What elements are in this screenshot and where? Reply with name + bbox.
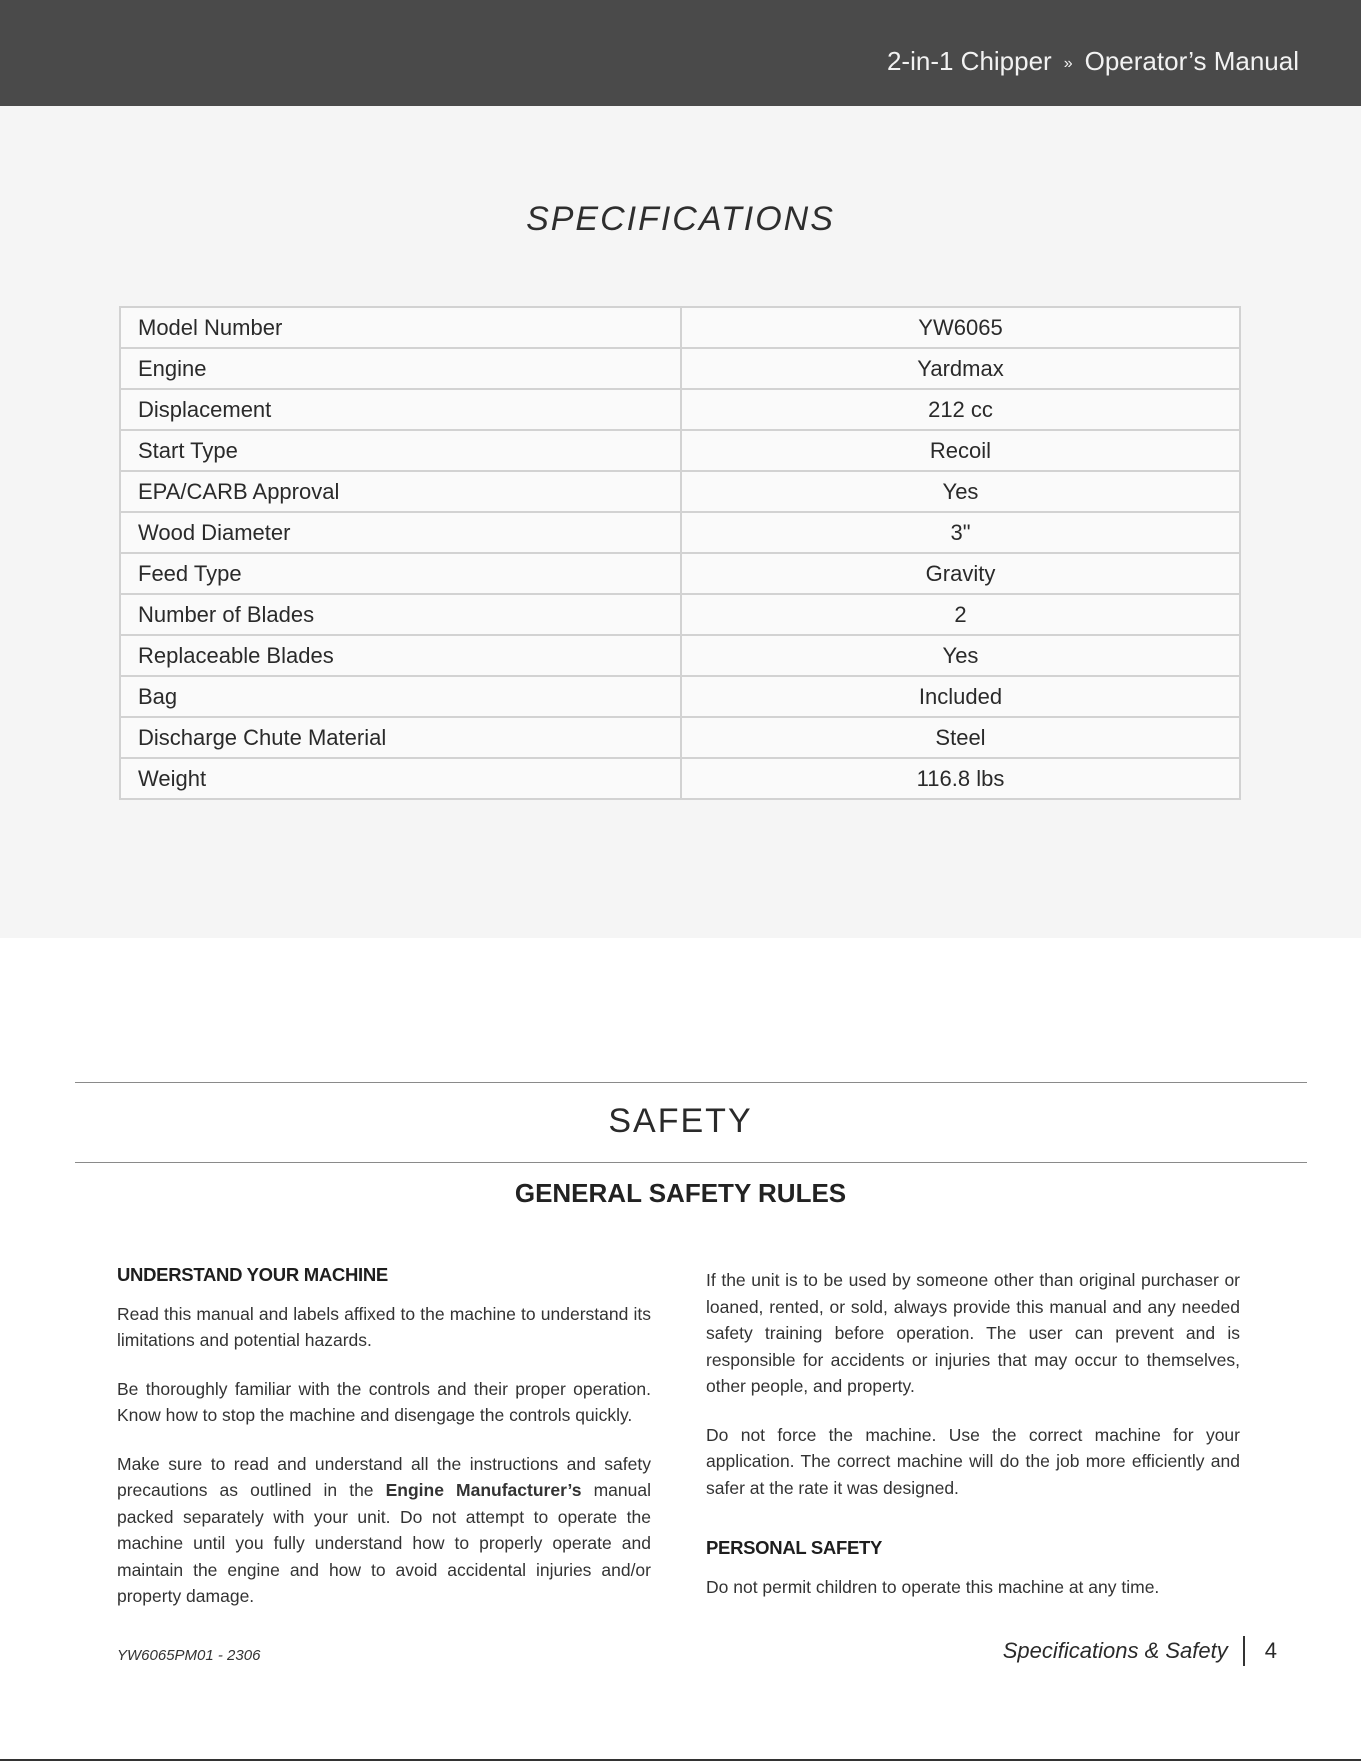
paragraph: Be thoroughly familiar with the controls and their proper operation. Know how to stop the machine and disengage the controls quickly. bbox=[117, 1378, 651, 1425]
paragraph: Do not permit children to operate this machine at any time. bbox=[706, 1576, 1160, 1597]
specifications-title: SPECIFICATIONS bbox=[526, 200, 835, 238]
spec-label: Displacement bbox=[120, 389, 681, 430]
page-number: 4 bbox=[1264, 1638, 1277, 1663]
table-row bbox=[120, 389, 1240, 430]
table-row bbox=[120, 348, 1240, 389]
general-safety-rules-title: GENERAL SAFETY RULES bbox=[514, 1178, 847, 1208]
spec-label: Model Number bbox=[120, 307, 681, 348]
table-row bbox=[120, 635, 1240, 676]
document-name: Operator’s Manual bbox=[1084, 46, 1299, 76]
spec-value: Steel bbox=[681, 717, 1240, 758]
spec-value: Yardmax bbox=[681, 348, 1240, 389]
spec-value: 116.8 lbs bbox=[681, 758, 1240, 799]
spec-label: EPA/CARB Approval bbox=[120, 471, 681, 512]
spec-value: Recoil bbox=[681, 430, 1240, 471]
spec-value: Yes bbox=[681, 471, 1240, 512]
breadcrumb bbox=[887, 46, 1299, 77]
spec-label: Engine bbox=[120, 348, 681, 389]
spec-value: Gravity bbox=[681, 553, 1240, 594]
paragraph: If the unit is to be used by someone other than original purchaser or loaned, rented, or sold, always provide this manual and any needed safety training before operation. The user can prevent and is responsible for accidents or injuries that may occur to themselves, other people, and property. bbox=[706, 1270, 1240, 1396]
safety-right-column bbox=[706, 1267, 1240, 1622]
section-name: Specifications & Safety bbox=[1002, 1638, 1228, 1663]
paragraph: Make sure to read and understand all the instructions and safety precautions as outlined in the Engine Manufacturer’s manual packed separately with your unit. Do not attempt to operate the machine until you fully understand how to properly operate and maintain the engine and how to avoid accidental injuries and/or property damage. bbox=[117, 1453, 651, 1606]
spec-label: Feed Type bbox=[120, 553, 681, 594]
spec-label: Start Type bbox=[120, 430, 681, 471]
header-bar bbox=[0, 0, 1361, 106]
table-row bbox=[120, 717, 1240, 758]
paragraph: Do not force the machine. Use the correct machine for your application. The correct machine will do the job more efficiently and safer at the rate it was designed. bbox=[706, 1424, 1240, 1498]
spec-value: YW6065 bbox=[681, 307, 1240, 348]
table-row bbox=[120, 758, 1240, 799]
specifications-table bbox=[119, 306, 1241, 800]
table-row bbox=[120, 676, 1240, 717]
spec-label: Bag bbox=[120, 676, 681, 717]
engine-manufacturer-emphasis: Engine Manufacturer’s bbox=[385, 1480, 582, 1500]
spec-value: Included bbox=[681, 676, 1240, 717]
footer-divider bbox=[1243, 1636, 1245, 1666]
spec-label: Weight bbox=[120, 758, 681, 799]
understand-machine-heading: UNDERSTAND YOUR MACHINE bbox=[117, 1264, 388, 1285]
personal-safety-heading: PERSONAL SAFETY bbox=[706, 1537, 883, 1558]
divider-top bbox=[75, 1082, 1307, 1083]
table-row bbox=[120, 430, 1240, 471]
table-row bbox=[120, 594, 1240, 635]
spec-value: 212 cc bbox=[681, 389, 1240, 430]
table-row bbox=[120, 553, 1240, 594]
spec-label: Replaceable Blades bbox=[120, 635, 681, 676]
paragraph: Read this manual and labels affixed to the machine to understand its limitations and potential hazards. bbox=[117, 1303, 651, 1350]
table-row bbox=[120, 471, 1240, 512]
divider-bottom bbox=[75, 1162, 1307, 1163]
table-row bbox=[120, 512, 1240, 553]
spec-value: 3" bbox=[681, 512, 1240, 553]
document-code: YW6065PM01 - 2306 bbox=[117, 1647, 261, 1664]
page-footer bbox=[1003, 1636, 1277, 1666]
product-name: 2-in-1 Chipper bbox=[886, 46, 1052, 76]
spec-label: Number of Blades bbox=[120, 594, 681, 635]
spec-label: Wood Diameter bbox=[120, 512, 681, 553]
spec-value: 2 bbox=[681, 594, 1240, 635]
spec-value: Yes bbox=[681, 635, 1240, 676]
breadcrumb-separator: » bbox=[1063, 54, 1073, 72]
spec-label: Discharge Chute Material bbox=[120, 717, 681, 758]
safety-title: SAFETY bbox=[608, 1102, 753, 1140]
safety-left-column bbox=[117, 1262, 651, 1632]
table-row bbox=[120, 307, 1240, 348]
